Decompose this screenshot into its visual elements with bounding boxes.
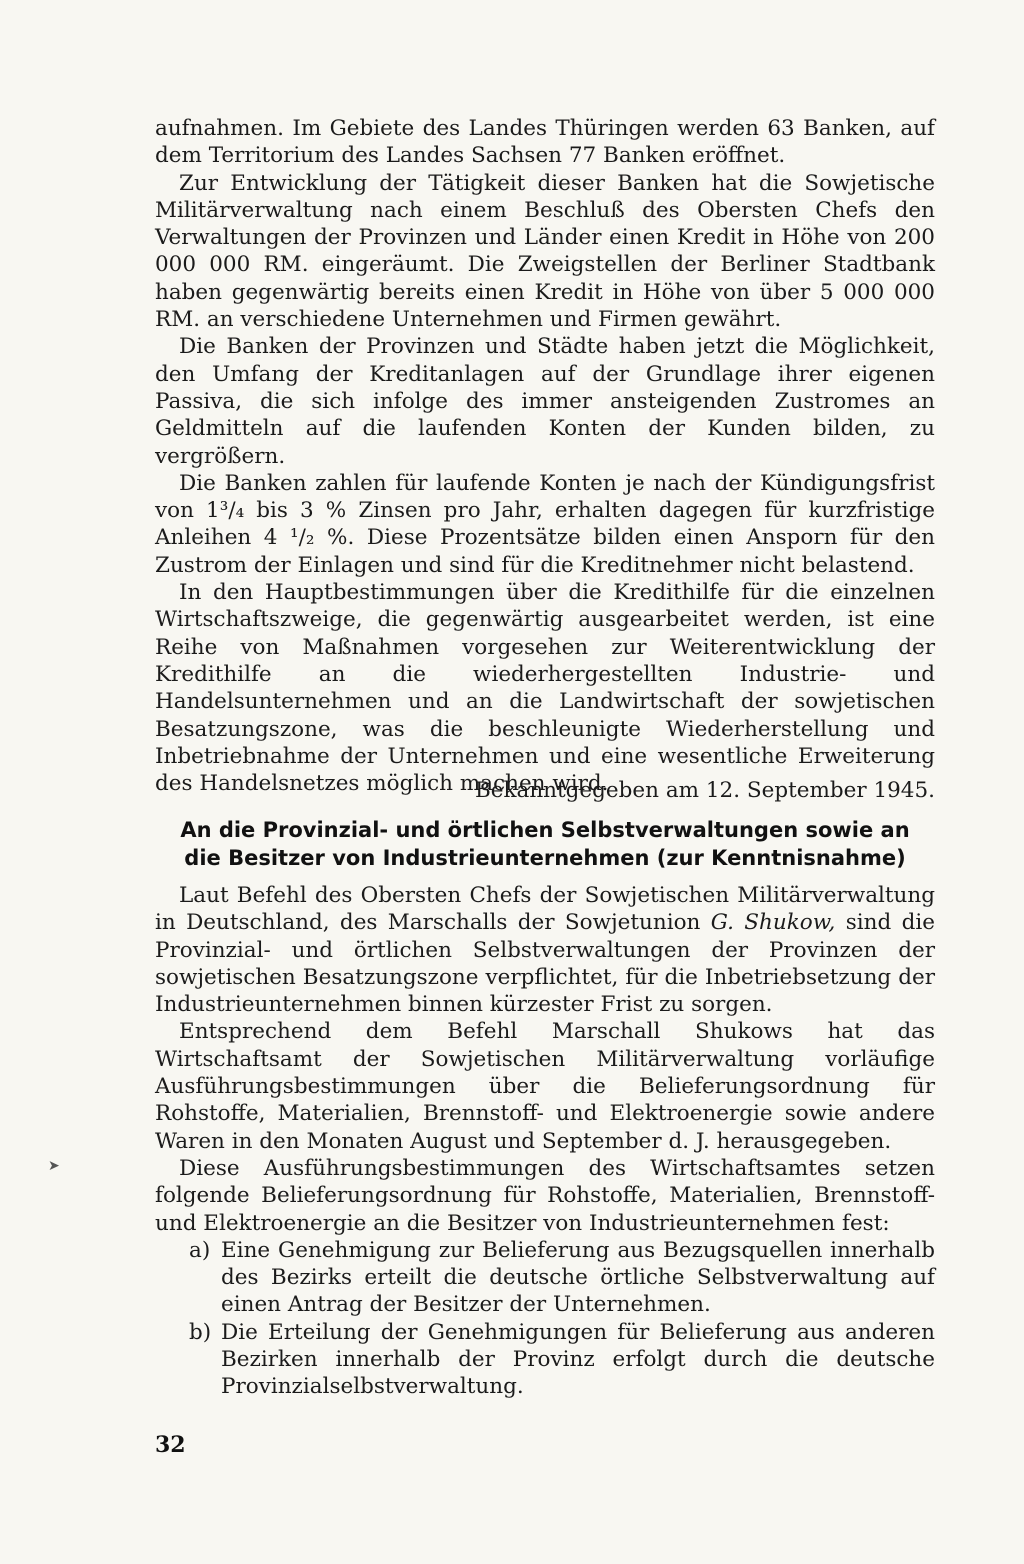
- paragraph-text: sind die Provinzial- und örtlichen Selbstverwaltungen der Provinzen der sowjetischen Besatzungszone verpflichtet, für die Inbetriebsetzung der Industrieunternehmen binnen kürzester Frist zu sorgen.: [155, 910, 935, 1018]
- list-marker: b): [189, 1319, 212, 1345]
- heading-line: die Besitzer von Industrieunternehmen (zur Kenntnisnahme): [184, 846, 906, 870]
- paragraph: aufnahmen. Im Gebiete des Landes Thüringen werden 63 Banken, auf dem Territorium des Landes Sachsen 77 Banken eröffnet.: [155, 116, 935, 169]
- body-text-part1: [155, 115, 935, 797]
- paragraph: Zur Entwicklung der Tätigkeit dieser Banken hat die Sowjetische Militärverwaltung nach einem Beschluß des Obersten Chefs den Verwaltungen der Provinzen und Länder einen Kredit in Höhe von 200 000 000 RM. eingeräumt. Die Zweigstellen der Berliner Stadtbank haben gegenwärtig bereits einen Kredit in Höhe von über 5 000 000 RM. an verschiedene Unternehmen und Firmen gewährt.: [155, 170, 935, 333]
- paragraph: [155, 882, 935, 1018]
- list-item-text: Eine Genehmigung zur Belieferung aus Bezugsquellen innerhalb des Bezirks erteilt die deutsche örtliche Selbstverwaltung auf einen Antrag der Besitzer der Unternehmen.: [221, 1237, 935, 1318]
- heading-line: An die Provinzial- und örtlichen Selbstverwaltungen sowie an: [180, 818, 910, 842]
- paragraph-text: Laut Befehl des Obersten Chefs der Sowjetischen Militärverwaltung in Deutschland, des Marschalls der Sowjetunion: [155, 883, 935, 936]
- body-text-part2: [155, 882, 935, 1401]
- section-heading: [155, 816, 935, 872]
- paragraph: Die Banken der Provinzen und Städte haben jetzt die Möglichkeit, den Umfang der Kreditanlagen auf der Grundlage ihrer eigenen Passiva, die sich infolge des immer ansteigenden Zustromes an Geldmitteln auf die laufenden Konten der Kunden bilden, zu vergrößern.: [155, 334, 935, 469]
- page-number: 32: [155, 1432, 186, 1458]
- paragraph: In den Hauptbestimmungen über die Kredithilfe für die einzelnen Wirtschaftszweige, die gegenwärtig ausgearbeitet werden, ist eine Reihe von Maßnahmen vorgesehen zur Weiterentwicklung der Kredithilfe an die wiederhergestellten Industrie- und Handelsunternehmen und an die Landwirtschaft der sowjetischen Besatzungszone, was die beschleunigte Wiederherstellung und Inbetriebnahme der Unternehmen und eine wesentliche Erweiterung des Handelsnetzes möglich machen wird.: [155, 580, 935, 797]
- regulation-list: [155, 1237, 935, 1401]
- list-item-text: Die Erteilung der Genehmigungen für Belieferung aus anderen Bezirken innerhalb der Provinz erfolgt durch die deutsche Provinzialselbstverwaltung.: [221, 1319, 935, 1400]
- margin-arrow-icon: ➤: [48, 1158, 60, 1174]
- paragraph: Diese Ausführungsbestimmungen des Wirtschaftsamtes setzen folgende Belieferungsordnung für Rohstoffe, Materialien, Brennstoff- und Elektroenergie an die Besitzer von Industrieunternehmen fest:: [155, 1155, 935, 1236]
- list-item: [155, 1319, 935, 1401]
- publication-date: Bekanntgegeben am 12. September 1945.: [474, 778, 935, 803]
- list-item: [155, 1237, 935, 1319]
- person-name: G. Shukow,: [710, 910, 836, 936]
- list-marker: a): [189, 1237, 211, 1263]
- paragraph: Entsprechend dem Befehl Marschall Shukows hat das Wirtschaftsamt der Sowjetischen Militärverwaltung vorläufige Ausführungsbestimmungen über die Belieferungsordnung für Rohstoffe, Materialien, Brennstoff- und Elektroenergie sowie andere Waren in den Monaten August und September d. J. herausgegeben.: [155, 1019, 935, 1154]
- paragraph: Die Banken zahlen für laufende Konten je nach der Kündigungsfrist von 1³/₄ bis 3 % Zinsen pro Jahr, erhalten dagegen für kurzfristige Anleihen 4 ¹/₂ %. Diese Prozentsätze bilden einen Ansporn für den Zustrom der Einlagen und sind für die Kreditnehmer nicht belastend.: [155, 470, 935, 578]
